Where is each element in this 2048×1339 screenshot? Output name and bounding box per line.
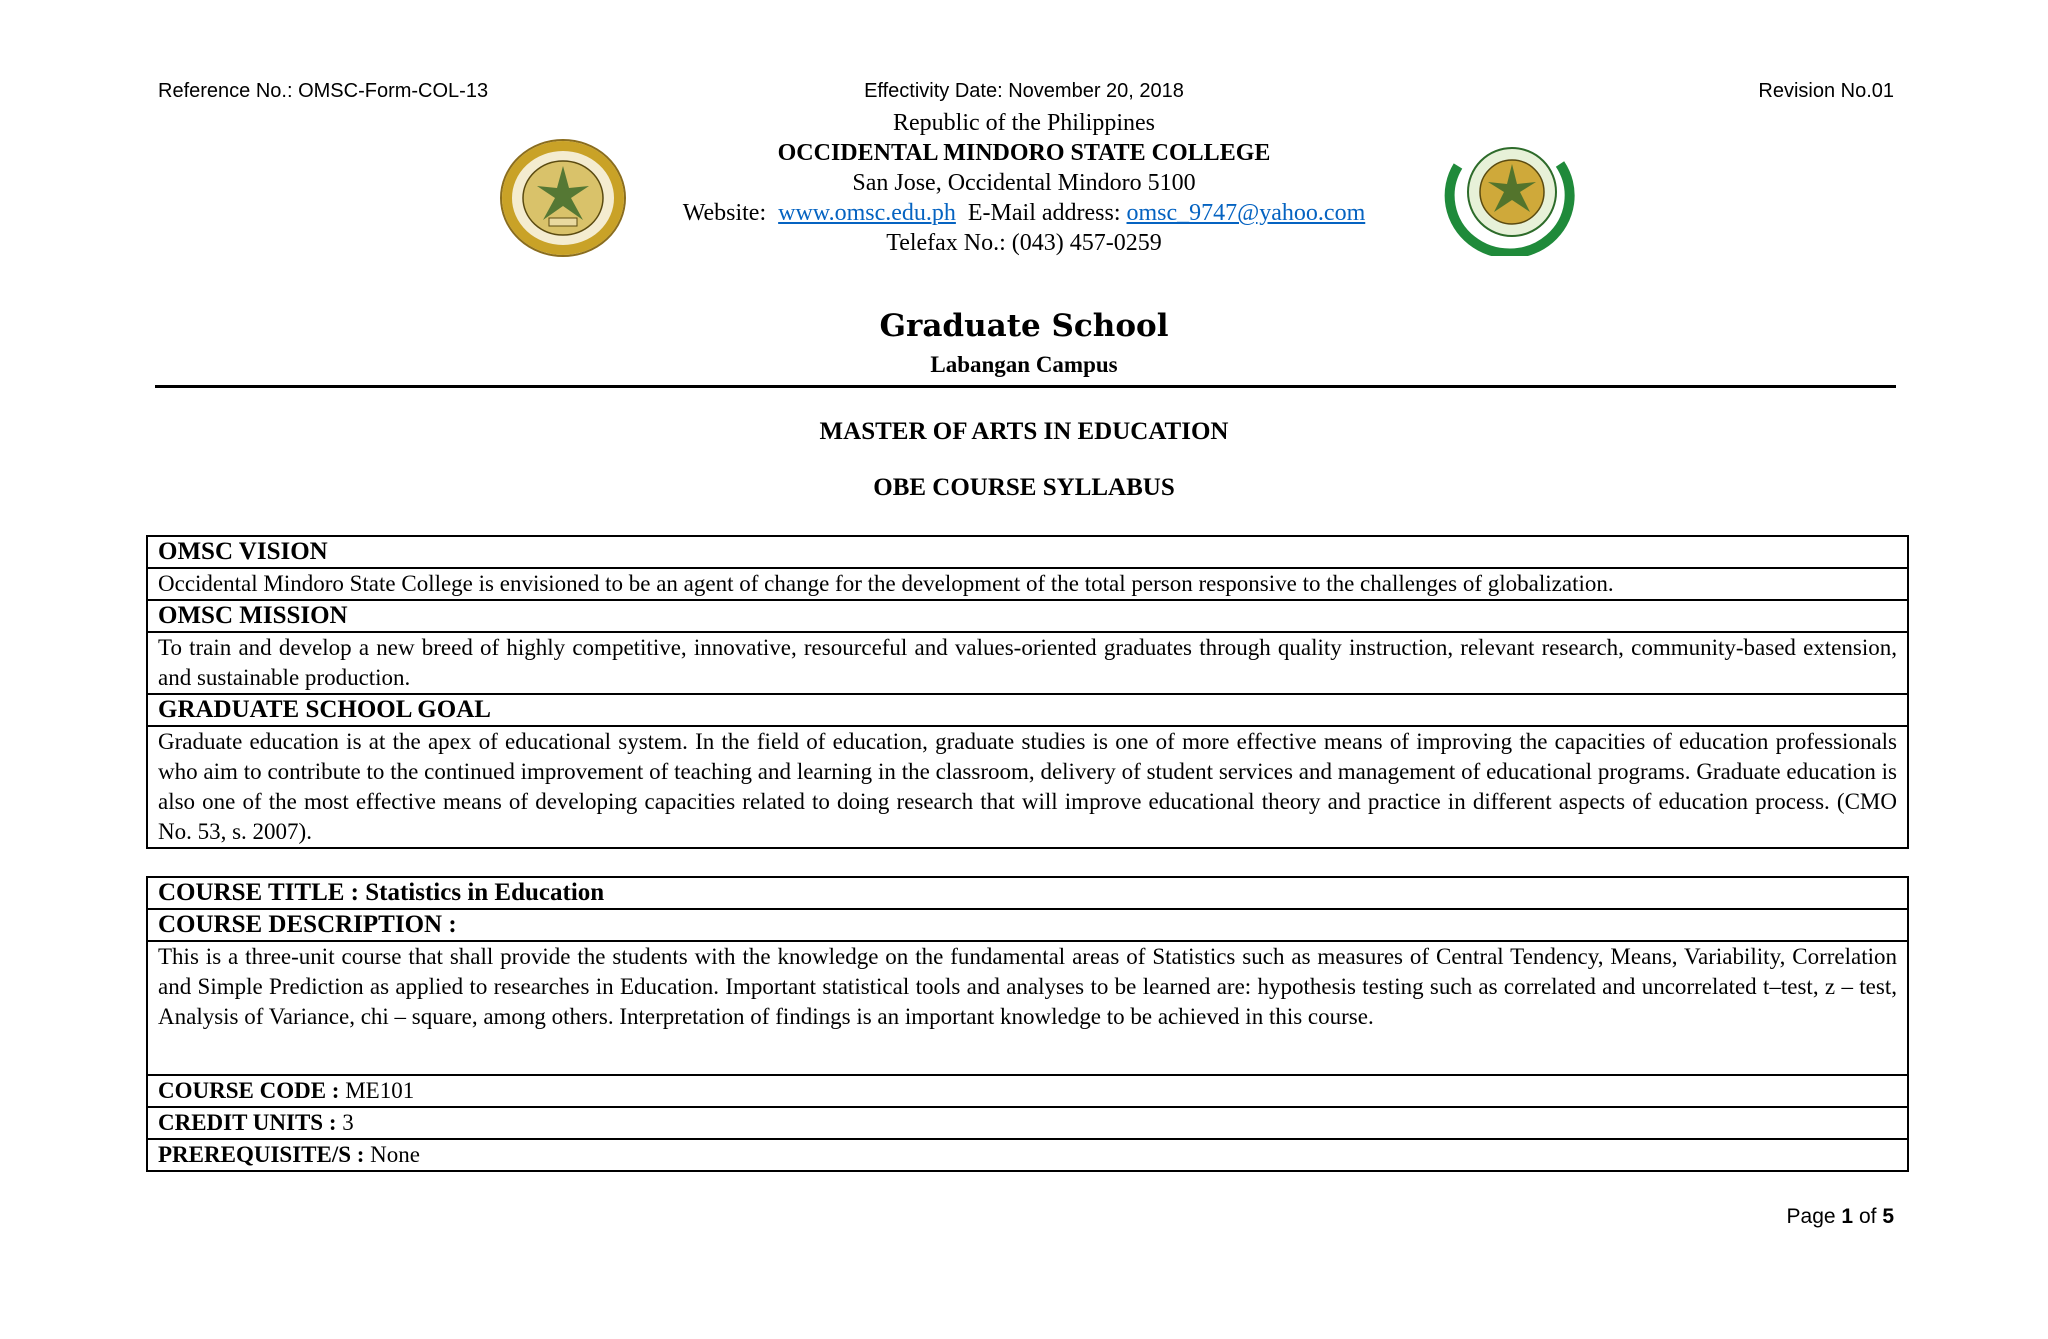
course-code-value: ME101 xyxy=(345,1078,415,1103)
program-title: MASTER OF ARTS IN EDUCATION xyxy=(819,418,1229,445)
vision-heading: OMSC VISION xyxy=(147,536,1908,568)
email-label: E-Mail address: xyxy=(967,200,1121,226)
course-title: COURSE TITLE : Statistics in Education xyxy=(147,877,1908,909)
page-current: 1 xyxy=(1841,1205,1854,1228)
page-total: 5 xyxy=(1882,1205,1894,1228)
campus-name: Labangan Campus xyxy=(930,352,1118,377)
course-description: This is a three-unit course that shall provide the students with the knowledge on the fundamental areas of Statistics such as measures of Central Tendency, Means, Variability, Correlation and Simple Prediction as applied to researches in Education. Important statistical tools and analyses to be learned are: hypothesis testing such as correlated and uncorrelated t–test, z – test, Analysis of Variance, chi – square, among others. Interpretation of findings is an important knowledge to be achieved in this course. xyxy=(147,941,1908,1075)
credit-units-label: CREDIT UNITS : xyxy=(158,1110,337,1135)
vision-mission-table xyxy=(146,535,1909,849)
course-description-heading: COURSE DESCRIPTION : xyxy=(147,909,1908,941)
republic-line: Republic of the Philippines xyxy=(893,110,1155,136)
email-link[interactable]: omsc_9747@yahoo.com xyxy=(1126,200,1366,226)
telefax-line: Telefax No.: (043) 457-0259 xyxy=(886,230,1162,256)
course-info-table xyxy=(146,876,1909,1172)
college-name: OCCIDENTAL MINDORO STATE COLLEGE xyxy=(777,140,1271,166)
prerequisite-label: PREREQUISITE/S : xyxy=(158,1142,365,1167)
goal-heading: GRADUATE SCHOOL GOAL xyxy=(147,694,1908,726)
page-word: Page xyxy=(1786,1205,1836,1228)
revision-number: Revision No.01 xyxy=(1758,80,1894,102)
website-link[interactable]: www.omsc.edu.ph xyxy=(778,200,956,226)
vision-text: Occidental Mindoro State College is envisioned to be an agent of change for the development of the total person responsive to the challenges of globalization. xyxy=(147,568,1908,600)
course-code-label: COURSE CODE : xyxy=(158,1078,340,1103)
credit-units-value: 3 xyxy=(342,1110,354,1135)
credit-units-row xyxy=(147,1107,1908,1139)
college-address: San Jose, Occidental Mindoro 5100 xyxy=(852,170,1196,196)
mission-text: To train and develop a new breed of highly competitive, innovative, resourceful and values-oriented graduates through quality instruction, relevant research, community-based extension, and sustainable production. xyxy=(147,632,1908,694)
of-word: of xyxy=(1858,1205,1877,1228)
school-title: Graduate School xyxy=(879,308,1169,344)
header-divider xyxy=(155,385,1896,388)
course-code-row xyxy=(147,1075,1908,1107)
prerequisite-row xyxy=(147,1139,1908,1171)
goal-text: Graduate education is at the apex of educational system. In the field of education, graduate studies is one of more effective means of improving the capacities of education professionals who aim to contribute to the continued improvement of teaching and learning in the classroom, delivery of student services and management of educational programs. Graduate education is also one of the most effective means of developing capacities related to doing research that will improve educational theory and practice in different aspects of education process. (CMO No. 53, s. 2007). xyxy=(147,726,1908,848)
prerequisite-value: None xyxy=(370,1142,420,1167)
page-number xyxy=(1787,1205,1894,1229)
document-type: OBE COURSE SYLLABUS xyxy=(873,474,1175,501)
website-label: Website: xyxy=(682,200,767,226)
mission-heading: OMSC MISSION xyxy=(147,600,1908,632)
reference-number: Reference No.: OMSC-Form-COL-13 xyxy=(158,80,489,102)
effectivity-date: Effectivity Date: November 20, 2018 xyxy=(864,80,1184,102)
contact-line xyxy=(0,198,2048,228)
